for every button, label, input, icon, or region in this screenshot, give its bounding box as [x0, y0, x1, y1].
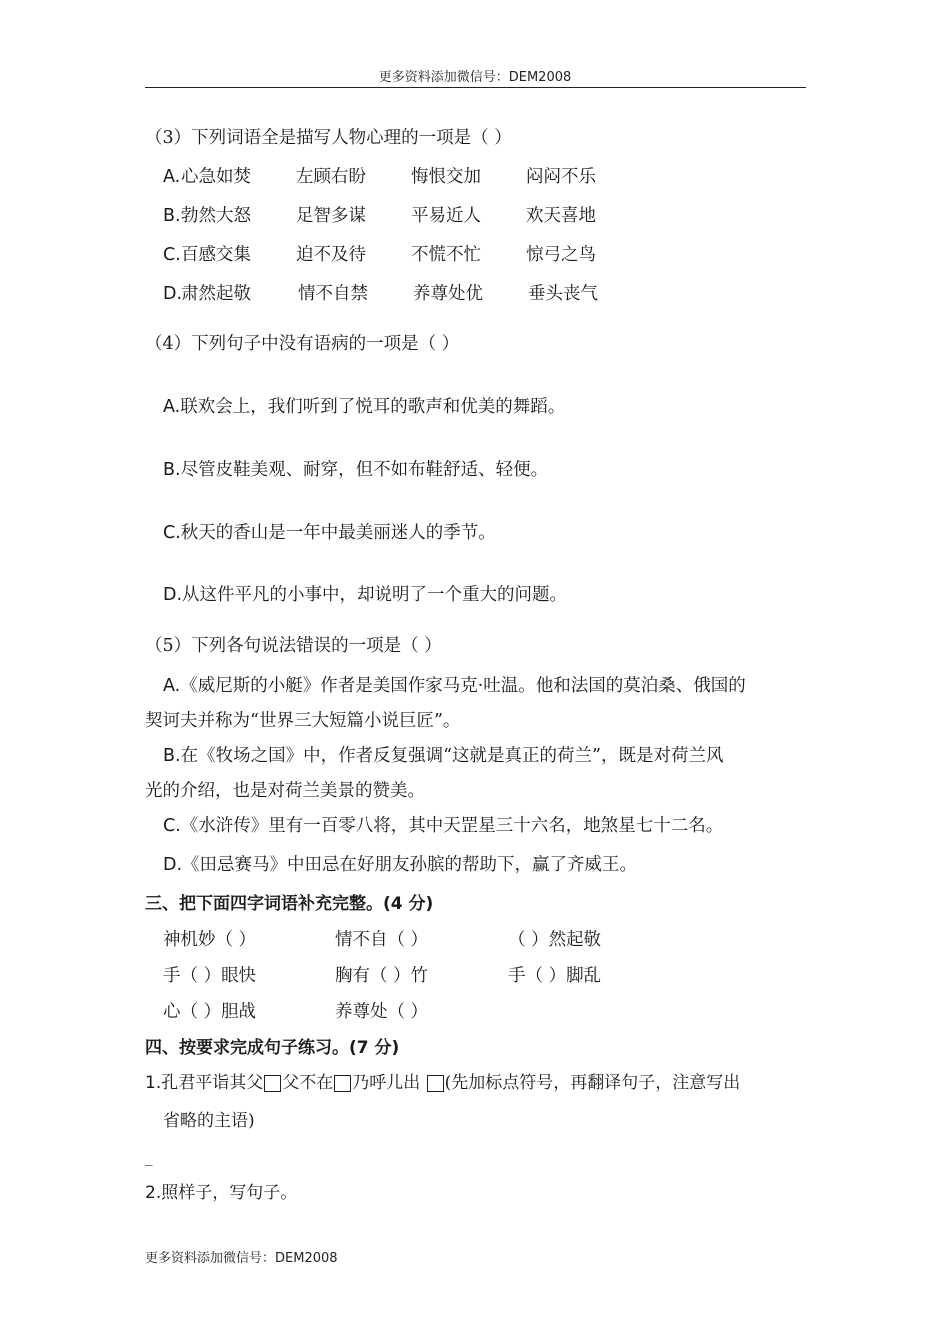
answer-line[interactable]: _	[145, 1148, 153, 1166]
section4-item2	[145, 1185, 297, 1202]
option-label: B.	[163, 206, 181, 226]
q5-option-c	[163, 818, 723, 836]
page-header: 更多资料添加微信号：DEM2008	[378, 70, 572, 85]
idiom-blank: 手（ ）眼快	[163, 966, 257, 986]
q5-option-a-line1	[163, 678, 746, 696]
item-number: 2.	[145, 1183, 162, 1203]
q4-option-d	[163, 587, 567, 605]
idiom-blank: 神机妙（ ）	[163, 930, 257, 950]
q3-stem: （3）下列词语全是描写人物心理的一项是（ ）	[145, 128, 512, 148]
q5-option-b-line1	[163, 748, 723, 766]
item-text: 父不在	[282, 1073, 334, 1093]
word: 垂头丧气	[528, 284, 598, 304]
page-footer: 更多资料添加微信号：DEM2008	[145, 1251, 338, 1266]
idiom-blank: 心（ ）胆战	[163, 1002, 257, 1022]
word: 平易近人	[411, 206, 481, 226]
q4-option-a	[163, 399, 565, 417]
option-label: B.	[163, 460, 181, 480]
word: 惊弓之鸟	[526, 245, 596, 265]
option-label: D.	[163, 855, 183, 875]
word: 欢天喜地	[526, 206, 596, 226]
idiom-blank: 养尊处（ ）	[335, 1002, 429, 1022]
option-label: A.	[163, 397, 181, 417]
word: 百感交集	[181, 245, 251, 265]
option-text: 联欢会上，我们听到了悦耳的歌声和优美的舞蹈。	[180, 397, 566, 417]
section4-title: 四、按要求完成句子练习。(7 分)	[145, 1038, 400, 1058]
option-text: 《威尼斯的小艇》作者是美国作家马克·吐温。他和法国的莫泊桑、俄国的	[180, 676, 746, 696]
q5-stem: （5）下列各句说法错误的一项是（ ）	[145, 636, 442, 656]
option-label: C.	[163, 523, 181, 543]
word: 肃然起敬	[181, 284, 251, 304]
word: 闷闷不乐	[526, 167, 596, 187]
option-text: 在《牧场之国》中，作者反复强调“这就是真正的荷兰”，既是对荷兰风	[180, 746, 724, 766]
q5-option-d	[163, 857, 637, 875]
item-text: 乃呼儿出	[352, 1073, 426, 1093]
word: 左顾右盼	[296, 167, 366, 187]
idiom-blank: 手（ ）脚乱	[508, 966, 602, 986]
option-text: 从这件平凡的小事中，却说明了一个重大的问题。	[182, 585, 568, 605]
word: 情不自禁	[298, 284, 368, 304]
word: 迫不及待	[296, 245, 366, 265]
q4-stem: （4）下列句子中没有语病的一项是（ ）	[145, 334, 460, 354]
item-text: 孔君平诣其父	[161, 1073, 264, 1093]
q4-option-c	[163, 525, 496, 543]
section3-title: 三、把下面四字词语补充完整。(4 分)	[145, 894, 434, 914]
option-label: D.	[163, 284, 183, 304]
option-label: C.	[163, 816, 181, 836]
option-label: D.	[163, 585, 183, 605]
option-label: A.	[163, 676, 181, 696]
word: 养尊处优	[413, 284, 483, 304]
header-divider	[145, 87, 806, 88]
punctuation-box[interactable]	[264, 1075, 281, 1092]
idiom-blank: （ ）然起敬	[508, 930, 602, 950]
q4-option-b	[163, 462, 548, 480]
option-label: B.	[163, 746, 181, 766]
word: 勃然大怒	[181, 206, 251, 226]
section4-item1	[145, 1075, 740, 1092]
punctuation-box[interactable]	[334, 1075, 351, 1092]
idiom-blank: 胸有（ ）竹	[335, 966, 429, 986]
word: 心急如焚	[181, 167, 251, 187]
item-instruction: (先加标点符号，再翻译句子，注意写出	[444, 1073, 741, 1093]
option-text: 《水浒传》里有一百零八将，其中天罡星三十六名，地煞星七十二名。	[180, 816, 724, 836]
option-label: A.	[163, 167, 181, 187]
q5-option-b-line2: 光的介绍，也是对荷兰美景的赞美。	[145, 781, 425, 801]
word: 足智多谋	[296, 206, 366, 226]
q5-option-a-line2: 契诃夫并称为“世界三大短篇小说巨匠”。	[145, 711, 461, 731]
option-text: 尽管皮鞋美观、耐穿，但不如布鞋舒适、轻便。	[180, 460, 549, 480]
option-label: C.	[163, 245, 181, 265]
section4-item1-line2: 省略的主语)	[163, 1111, 255, 1131]
idiom-blank: 情不自（ ）	[335, 930, 429, 950]
option-text: 《田忌赛马》中田忌在好朋友孙膑的帮助下，赢了齐威王。	[182, 855, 638, 875]
item-number: 1.	[145, 1073, 162, 1093]
option-text: 秋天的香山是一年中最美丽迷人的季节。	[180, 523, 496, 543]
word: 悔恨交加	[411, 167, 481, 187]
item-text: 照样子，写句子。	[161, 1183, 298, 1203]
punctuation-box[interactable]	[427, 1075, 444, 1092]
word: 不慌不忙	[411, 245, 481, 265]
